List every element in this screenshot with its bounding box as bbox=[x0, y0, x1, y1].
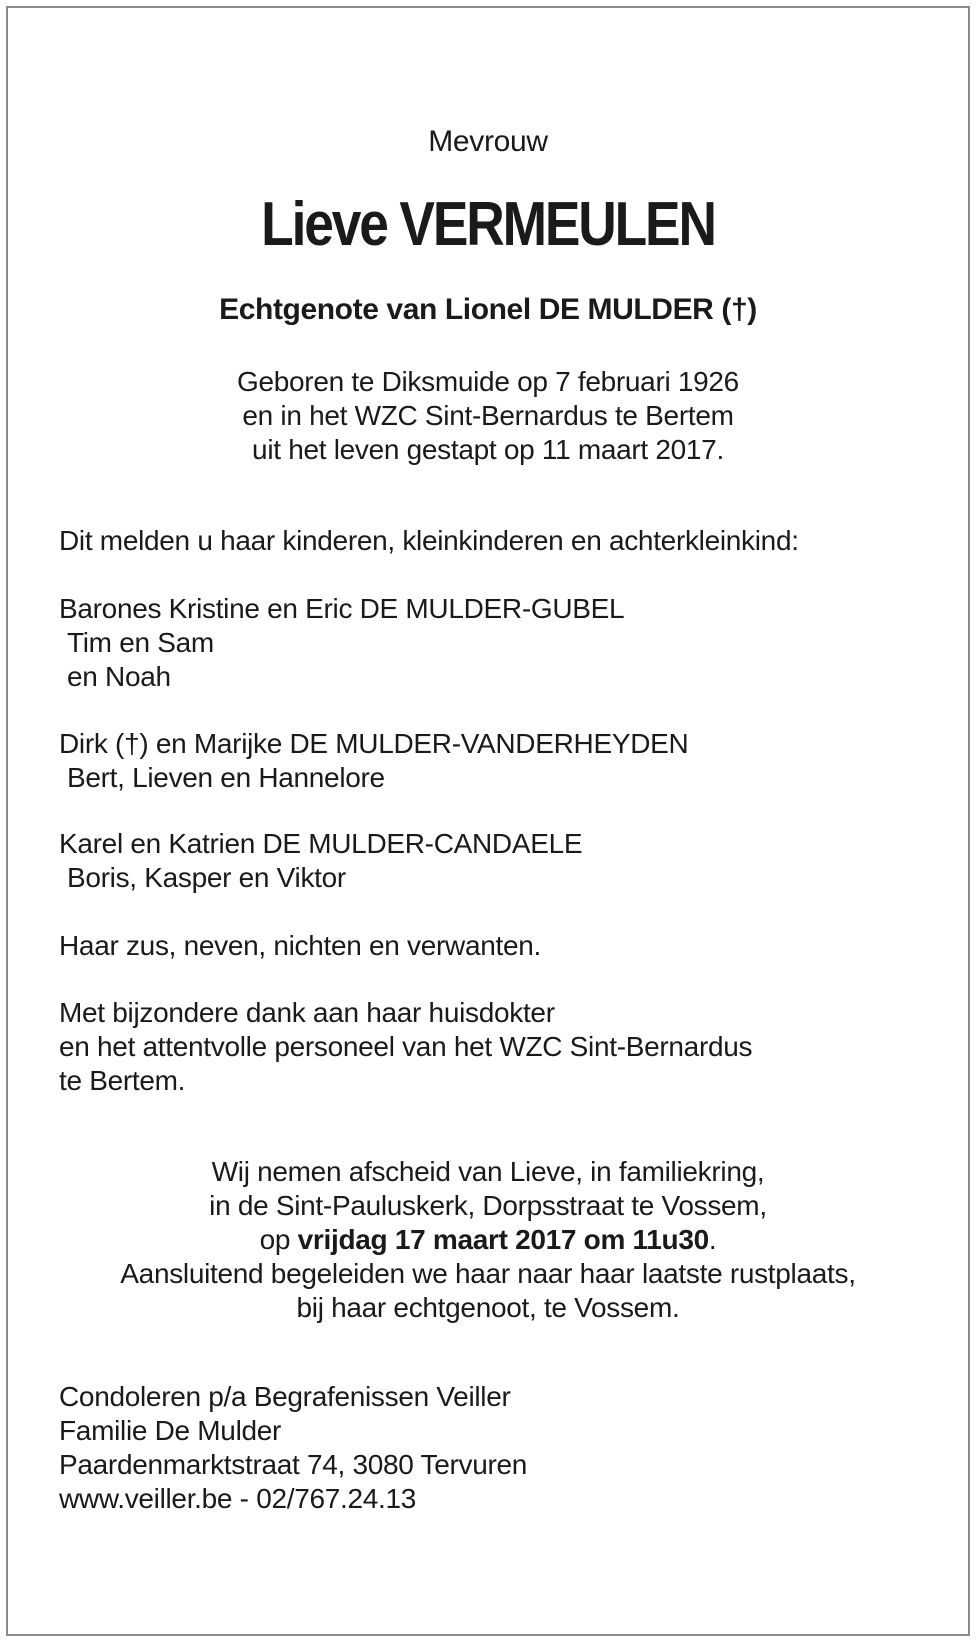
family-children: Tim en Sam bbox=[67, 627, 214, 658]
salutation: Mevrouw bbox=[428, 125, 548, 158]
spouse-line: Echtgenote van Lionel DE MULDER (†) bbox=[219, 293, 757, 326]
contact-line: Familie De Mulder bbox=[59, 1415, 282, 1446]
family-children: en Noah bbox=[67, 661, 171, 692]
deceased-name: Lieve VERMEULEN bbox=[261, 190, 715, 259]
thanks-line: Met bijzondere dank aan haar huisdokter bbox=[59, 997, 555, 1028]
family-children: Bert, Lieven en Hannelore bbox=[67, 762, 385, 793]
family-parents: Dirk (†) en Marijke DE MULDER-VANDERHEYDEN bbox=[59, 728, 689, 759]
relatives-line: Haar zus, neven, nichten en verwanten. bbox=[59, 930, 542, 961]
ceremony-line: bij haar echtgenoot, te Vossem. bbox=[296, 1292, 680, 1323]
family-parents: Barones Kristine en Eric DE MULDER-GUBEL bbox=[59, 593, 625, 624]
contact-line: Paardenmarktstraat 74, 3080 Tervuren bbox=[59, 1449, 528, 1480]
ceremony-date-suffix: . bbox=[708, 1224, 717, 1255]
ceremony-line: Wij nemen afscheid van Lieve, in familiekring, bbox=[211, 1156, 765, 1187]
family-children: Boris, Kasper en Viktor bbox=[67, 862, 346, 893]
thanks-line: en het attentvolle personeel van het WZC Sint-Bernardus bbox=[59, 1031, 753, 1062]
obituary-notice bbox=[6, 6, 970, 1636]
birth-line: Geboren te Diksmuide op 7 februari 1926 bbox=[237, 366, 739, 397]
place-line: en in het WZC Sint-Bernardus te Bertem bbox=[242, 400, 734, 431]
contact-line: www.veiller.be - 02/767.24.13 bbox=[59, 1483, 417, 1514]
death-line: uit het leven gestapt op 11 maart 2017. bbox=[252, 434, 724, 465]
contact-line: Condoleren p/a Begrafenissen Veiller bbox=[59, 1381, 511, 1412]
ceremony-line: Aansluitend begeleiden we haar naar haar laatste rustplaats, bbox=[120, 1258, 856, 1289]
family-parents: Karel en Katrien DE MULDER-CANDAELE bbox=[59, 828, 583, 859]
thanks-line: te Bertem. bbox=[59, 1065, 186, 1096]
ceremony-date: vrijdag 17 maart 2017 om 11u30 bbox=[297, 1224, 709, 1255]
ceremony-line: in de Sint-Pauluskerk, Dorpsstraat te Vossem, bbox=[209, 1190, 767, 1221]
announcement: Dit melden u haar kinderen, kleinkinderen en achterkleinkind: bbox=[59, 525, 799, 556]
ceremony-date-prefix: op bbox=[259, 1224, 298, 1255]
ceremony-date-line bbox=[8, 1222, 968, 1257]
